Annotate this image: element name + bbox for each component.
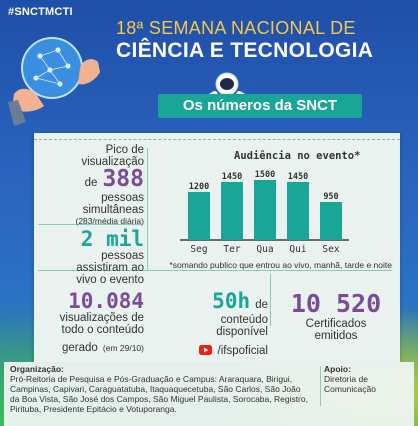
category-label: Qui bbox=[289, 244, 307, 255]
peak-unit: pessoas bbox=[101, 192, 144, 204]
globe-hands-illustration bbox=[6, 22, 106, 130]
peak-unit2: simultâneas bbox=[82, 204, 144, 216]
category-label: Qua bbox=[256, 244, 274, 255]
channel-link[interactable]: /ifspoficial bbox=[217, 345, 268, 357]
bar-sex bbox=[320, 202, 342, 240]
bar-qua bbox=[254, 180, 276, 240]
certificates-value: 10 520 bbox=[290, 289, 382, 318]
hashtag-label: #SNCTMCTI bbox=[8, 6, 73, 18]
event-title-line1: 18ª SEMANA NACIONAL DE bbox=[116, 18, 356, 38]
peak-de: de bbox=[84, 177, 98, 189]
bar-qui bbox=[287, 182, 309, 240]
support-text: Diretoria de Comunicação bbox=[324, 374, 376, 394]
audience-stat bbox=[40, 228, 144, 286]
peak-prefix: Pico de bbox=[105, 144, 144, 156]
youtube-icon bbox=[199, 345, 212, 355]
views-value: 10.084 bbox=[68, 289, 144, 313]
views-date-note: (em 29/10) bbox=[102, 343, 144, 353]
stats-card-body bbox=[34, 139, 400, 362]
views-line1: visualizações de bbox=[59, 312, 144, 324]
subtitle-banner: Os números da SNCT bbox=[158, 94, 362, 118]
hours-line2: disponível bbox=[216, 326, 268, 338]
category-label: Ter bbox=[223, 244, 241, 255]
peak-note: (283/média diária) bbox=[75, 216, 144, 226]
organization-title: Organização: bbox=[10, 364, 64, 374]
peak-line2: visualização bbox=[81, 156, 144, 168]
chart-title: Audiência no evento* bbox=[234, 150, 361, 162]
hours-de: de bbox=[255, 299, 268, 311]
bar-value-label: 1500 bbox=[254, 170, 276, 180]
support-title: Apoio: bbox=[324, 364, 351, 374]
organization-text: Pró-Reitoria de Pesquisa e Pós-Graduação e Campus: Araraquara, Birigui, Campinas, Capivari, Caraguatatuba, Itaquaquecetuba, São Carlos, São João da Boa Vista, São José dos Campos, São Miguel Paulista, Sorocaba, Registro, Pirituba, Presidente Epitácio e Votuporanga. bbox=[10, 374, 308, 414]
bar-value-label: 1200 bbox=[188, 182, 210, 192]
bar-value-label: 1450 bbox=[221, 172, 243, 182]
column-divider bbox=[147, 148, 148, 270]
event-title-line2: CIÊNCIA E TECNOLOGIA bbox=[116, 39, 374, 62]
certificates-stat bbox=[276, 290, 396, 342]
views-line3: gerado bbox=[61, 342, 98, 354]
chart-footnote: *somando publico que entrou ao vivo, manhã, tarde e noite bbox=[169, 260, 392, 270]
hours-value: 50h bbox=[212, 289, 251, 313]
audience-value: 2 mil bbox=[80, 227, 144, 251]
footer-divider bbox=[320, 366, 321, 406]
audience-bar-chart bbox=[154, 162, 392, 260]
peak-value: 388 bbox=[102, 166, 144, 192]
hours-line1: conteúdo bbox=[220, 314, 268, 326]
bar-value-label: 950 bbox=[323, 192, 339, 202]
bar-seg bbox=[188, 192, 210, 240]
hours-stat bbox=[160, 290, 268, 358]
certificates-line2: emitidos bbox=[314, 330, 358, 342]
category-label: Sex bbox=[322, 244, 340, 255]
bar-ter bbox=[221, 182, 243, 240]
peak-viewers-stat bbox=[40, 144, 144, 226]
footer bbox=[4, 362, 414, 426]
certificates-line1: Certificados bbox=[305, 318, 367, 330]
category-label: Seg bbox=[190, 244, 208, 255]
audience-line3: vivo o evento bbox=[76, 274, 144, 286]
views-line2: todo o conteúdo bbox=[61, 324, 144, 336]
divider-3 bbox=[270, 274, 271, 326]
bar-value-label: 1450 bbox=[287, 172, 309, 182]
audience-line1: pessoas bbox=[101, 250, 144, 262]
views-stat bbox=[34, 290, 144, 355]
stats-card bbox=[34, 133, 400, 362]
audience-line2: assistiram ao bbox=[76, 262, 144, 274]
